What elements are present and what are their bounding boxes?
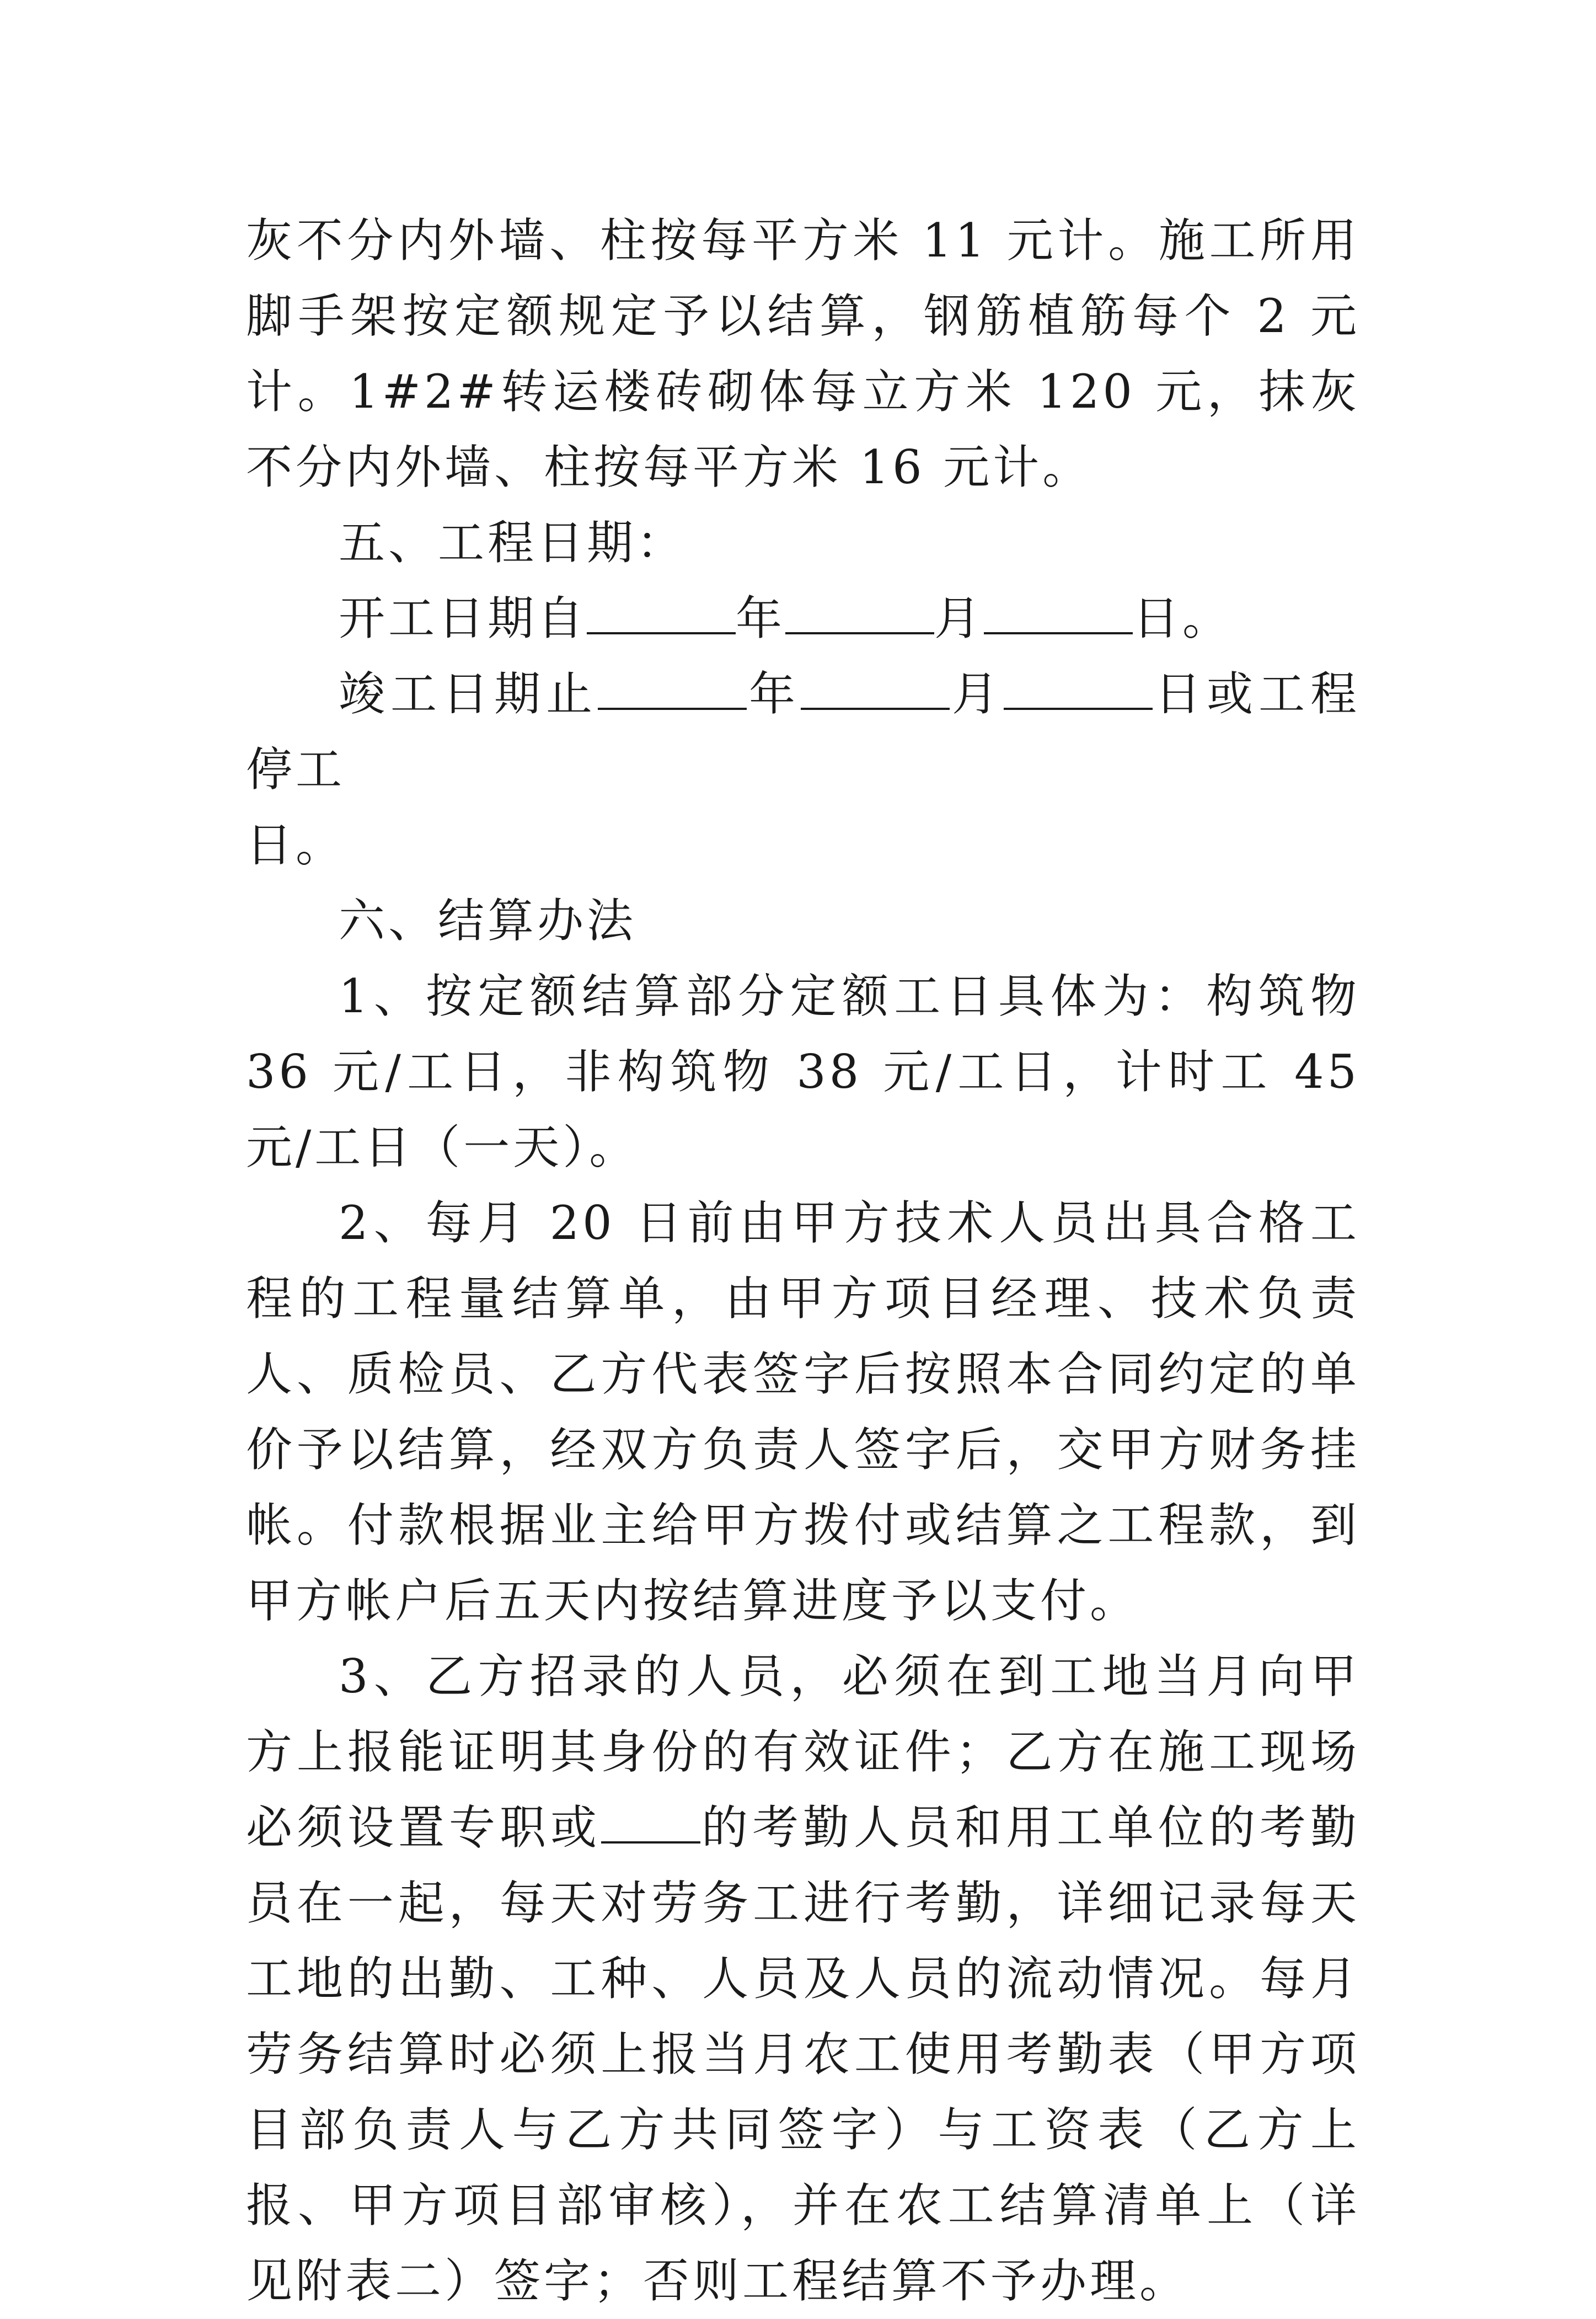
paragraph-unit-prices: 灰不分内外墙、柱按每平方米 11 元计。施工所用脚手架按定额规定予以结算，钢筋植筋每个 2 元计。1#2#转运楼砖砌体每立方米 120 元，抹灰不分内外墙、柱按每平方米 16 元计。 — [246, 213, 1360, 494]
settlement-item-3 — [246, 1639, 1360, 2319]
heading-project-dates: 五、工程日期： — [339, 516, 687, 570]
settlement-item-3-part2: 的考勤人员和用工单位的考勤员在一起，每天对劳务工进行考勤，详细记录每天工地的出勤、工种、人员及人员的流动情况。每月劳务结算时必须上报当月农工使用考勤表（甲方项目部负责人与乙方共同签字）与工资表（乙方上报、甲方项目部审核），并在农工结算清单上（详见附表二）签字；否则工程结算不予办理。 — [246, 1800, 1360, 2308]
start-date-line — [246, 581, 1360, 656]
start-date-label: 开工日期自 — [339, 591, 587, 645]
start-day-blank — [984, 590, 1133, 634]
start-month-blank — [785, 590, 934, 634]
end-month-blank — [801, 666, 950, 710]
settlement-item-2: 2、每月 20 日前由甲方技术人员出具合格工程的工程量结算单，由甲方项目经理、技术负责人、质检员、乙方代表签字后按照本合同约定的单价予以结算，经双方负责人签字后，交甲方财务挂帐。付款根据业主给甲方拨付或结算之工程款，到甲方帐户后五天内按结算进度予以支付。 — [246, 1196, 1360, 1628]
end-day-blank — [1004, 666, 1153, 710]
end-year-label: 年 — [746, 667, 801, 721]
end-day-label: 日或工程停工 — [246, 667, 1360, 797]
end-date-label: 竣工日期止 — [339, 667, 598, 721]
heading-settlement-method: 六、结算办法 — [339, 894, 637, 948]
end-date-tail: 日。 — [246, 818, 346, 872]
settlement-item-3-part1: 3、乙方招录的人员，必须在到工地当月向甲方上报能证明其身份的有效证件；乙方在施工现场必须设置专职或 — [246, 1649, 1360, 1855]
document-body — [246, 203, 1360, 2319]
start-day-label: 日。 — [1133, 591, 1233, 645]
settlement-item-1: 1、按定额结算部分定额工日具体为：构筑物 36 元/工日，非构筑物 38 元/工日，计时工 45 元/工日（一天）。 — [246, 969, 1360, 1174]
attendance-blank — [601, 1799, 700, 1844]
start-year-label: 年 — [736, 591, 786, 645]
end-year-blank — [598, 666, 747, 710]
end-month-label: 月 — [949, 667, 1004, 721]
end-date-line — [246, 656, 1360, 883]
start-month-label: 月 — [934, 591, 984, 645]
start-year-blank — [587, 590, 736, 634]
